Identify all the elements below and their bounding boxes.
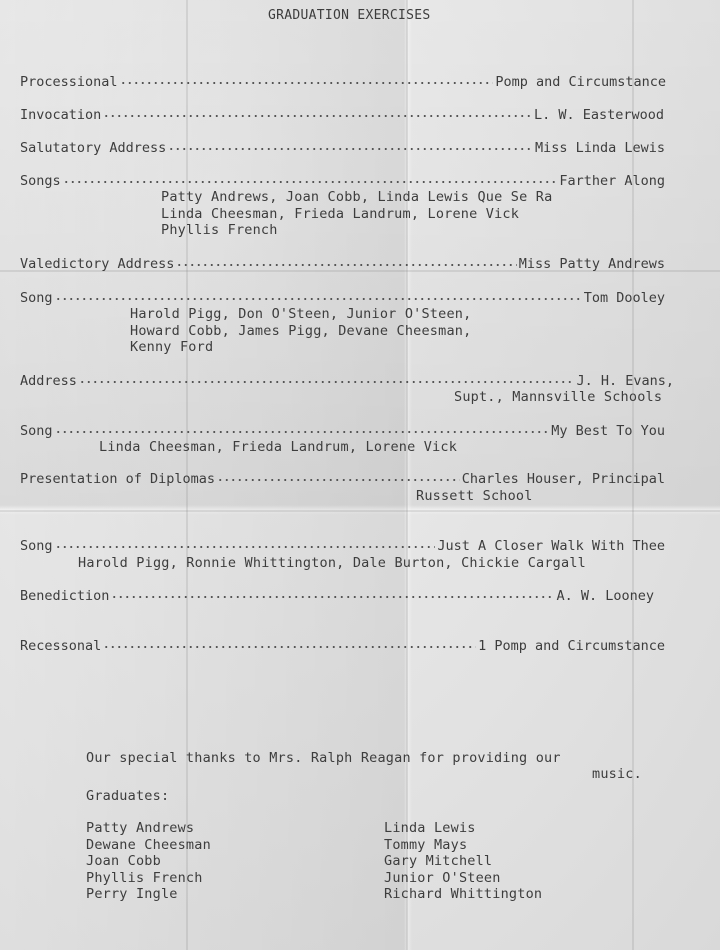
- item-label: Presentation of Diplomas: [20, 471, 216, 487]
- performers-line: Kenny Ford: [130, 339, 214, 355]
- program-item-benediction: [20, 588, 654, 605]
- program-item-songs: [20, 173, 665, 190]
- performers-line: Phyllis French: [161, 222, 278, 238]
- program-item-processional: [20, 74, 666, 91]
- graduate-name: Gary Mitchell: [384, 853, 493, 869]
- dot-leader: [176, 263, 516, 267]
- item-value: Farther Along: [559, 173, 665, 189]
- graduate-name: Dewane Cheesman: [86, 837, 211, 853]
- dot-leader: [103, 645, 476, 649]
- item-value: Pomp and Circumstance: [495, 74, 666, 90]
- graduate-name: Junior O'Steen: [384, 870, 501, 886]
- graduate-name: Phyllis French: [86, 870, 203, 886]
- item-label: Salutatory Address: [20, 140, 167, 156]
- item-label: Song: [20, 538, 53, 554]
- dot-leader: [120, 81, 494, 85]
- performers-line: Patty Andrews, Joan Cobb, Linda Lewis Que Se Ra: [161, 189, 553, 205]
- item-value: A. W. Looney: [556, 588, 654, 604]
- item-label: Invocation: [20, 107, 102, 123]
- dot-leader: [55, 430, 550, 434]
- thanks-note-continued: music.: [592, 766, 642, 782]
- graduate-name: Linda Lewis: [384, 820, 476, 836]
- item-value-continued: Russett School: [416, 488, 533, 504]
- item-value: Just A Closer Walk With Thee: [437, 538, 665, 554]
- fold-crease: [0, 510, 720, 512]
- program-item-song: [20, 423, 665, 440]
- item-label: Address: [20, 373, 77, 389]
- graduate-name: Joan Cobb: [86, 853, 161, 869]
- program-item-address: [20, 373, 674, 390]
- dot-leader: [79, 380, 575, 384]
- item-value: My Best To You: [551, 423, 665, 439]
- item-value: L. W. Easterwood: [533, 107, 664, 123]
- program-item-salutatory: [20, 140, 665, 157]
- performers-line: Howard Cobb, James Pigg, Devane Cheesman,: [130, 323, 472, 339]
- thanks-note: Our special thanks to Mrs. Ralph Reagan for providing our: [86, 750, 561, 766]
- item-value: Tom Dooley: [583, 290, 665, 306]
- graduate-name: Perry Ingle: [86, 886, 178, 902]
- item-value: Charles Houser, Principal: [461, 471, 665, 487]
- performers-line: Harold Pigg, Ronnie Whittington, Dale Burton, Chickie Cargall: [78, 555, 586, 571]
- graduate-name: Tommy Mays: [384, 837, 468, 853]
- item-label: Benediction: [20, 588, 110, 604]
- item-label: Song: [20, 423, 53, 439]
- item-label: Recessonal: [20, 638, 102, 654]
- item-value: Miss Patty Andrews: [518, 256, 665, 272]
- item-value-continued: Supt., Mannsville Schools: [454, 389, 663, 405]
- item-value: J. H. Evans,: [576, 373, 674, 389]
- dot-leader: [111, 595, 554, 599]
- item-label: Processional: [20, 74, 118, 90]
- item-label: Song: [20, 290, 53, 306]
- program-item-invocation: [20, 107, 664, 124]
- program-item-recessional: [20, 638, 665, 655]
- graduate-name: Richard Whittington: [384, 886, 543, 902]
- dot-leader: [103, 114, 532, 118]
- item-label: Valedictory Address: [20, 256, 175, 272]
- program-item-song: [20, 290, 665, 307]
- performers-line: Harold Pigg, Don O'Steen, Junior O'Steen,: [130, 306, 472, 322]
- item-value: 1 Pomp and Circumstance: [478, 638, 665, 654]
- dot-leader: [55, 545, 436, 549]
- performers-line: Linda Cheesman, Frieda Landrum, Lorene Vick: [161, 206, 520, 222]
- graduate-name: Patty Andrews: [86, 820, 195, 836]
- dot-leader: [63, 180, 558, 184]
- program-item-valedictory: [20, 256, 665, 273]
- performers-line: Linda Cheesman, Frieda Landrum, Lorene Vick: [99, 439, 458, 455]
- page-title: GRADUATION EXERCISES: [268, 8, 431, 23]
- program-item-song: [20, 538, 665, 555]
- item-label: Songs: [20, 173, 61, 189]
- dot-leader: [55, 297, 582, 301]
- item-value: Miss Linda Lewis: [534, 140, 665, 156]
- dot-leader: [168, 147, 533, 151]
- graduates-heading: Graduates:: [86, 788, 170, 804]
- dot-leader: [217, 478, 460, 482]
- program-item-diplomas: [20, 471, 665, 488]
